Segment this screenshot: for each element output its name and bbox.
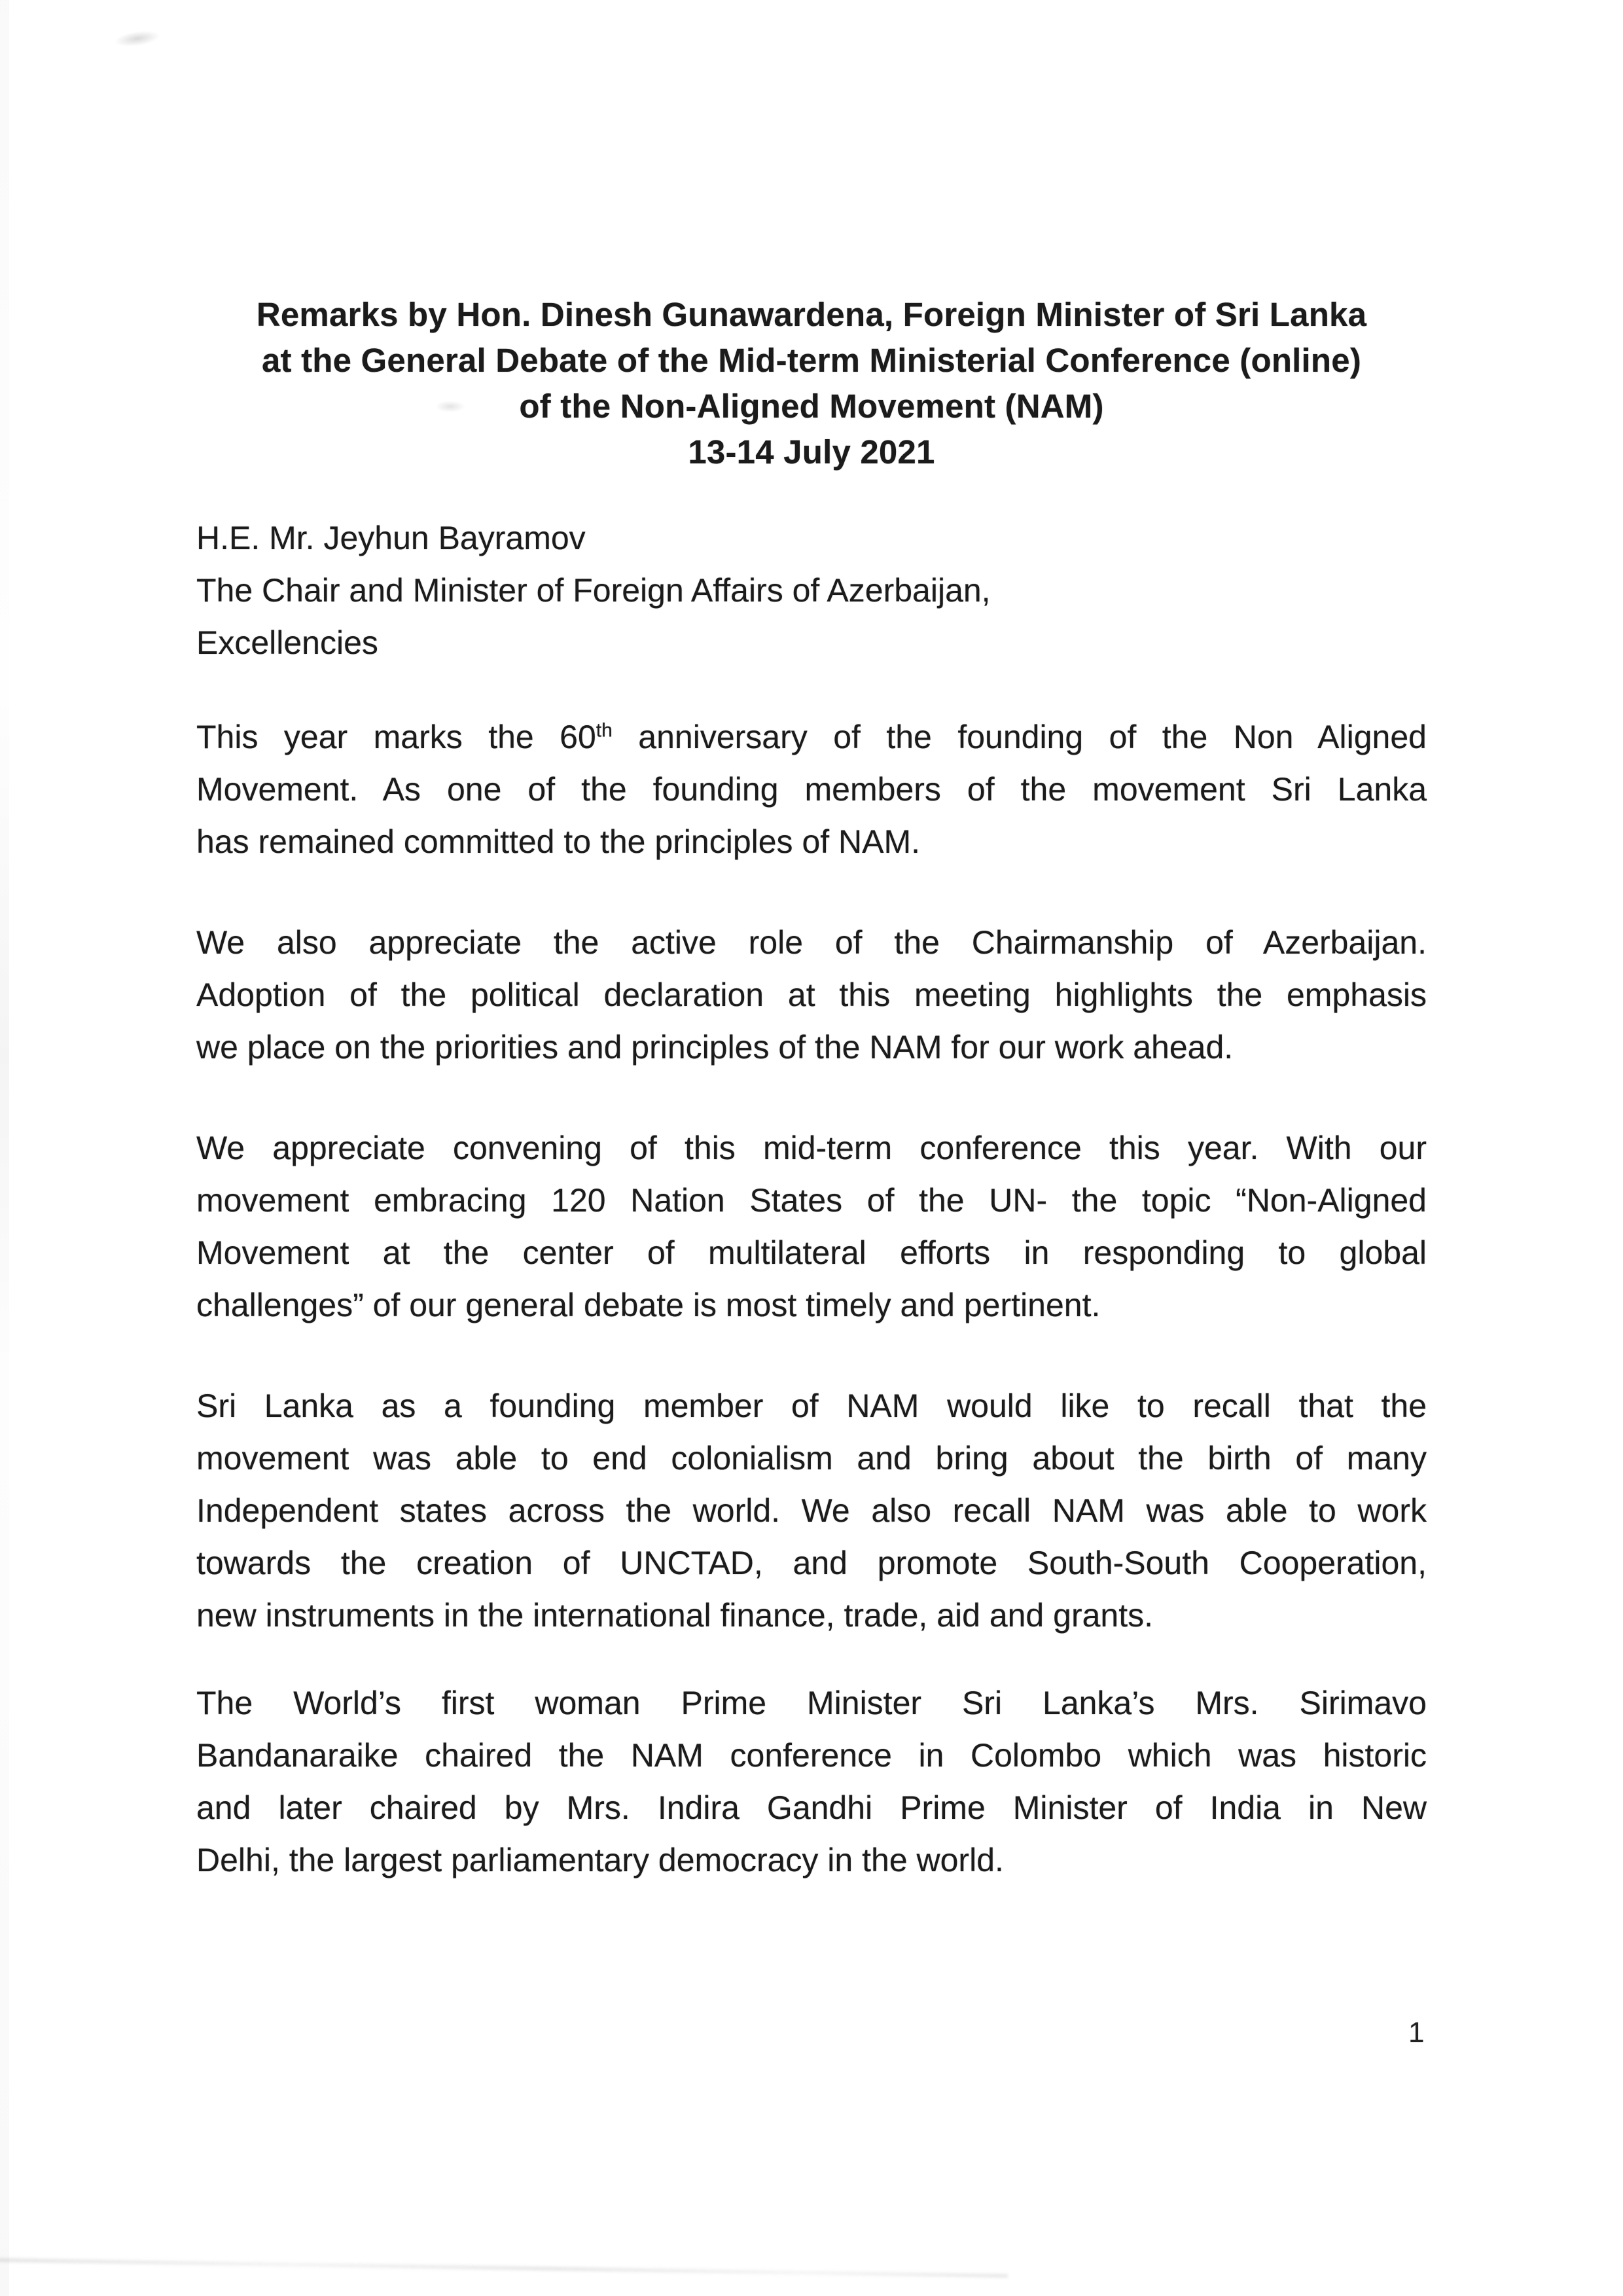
body-line: Adoption of the political declaration at this meeting highlights the emphasis	[196, 977, 1427, 1013]
paragraph	[196, 1380, 1427, 1641]
body-text: anniversary of the founding of the Non Aligned	[612, 719, 1427, 755]
body-line: Movement. As one of the founding members of the movement Sri Lanka	[196, 771, 1427, 808]
document-title	[196, 292, 1427, 475]
ordinal-superscript: th	[596, 719, 613, 742]
body-line: Sri Lanka as a founding member of NAM would like to recall that the	[196, 1388, 1427, 1424]
paragraph	[196, 1122, 1427, 1331]
salutation	[196, 512, 1427, 669]
body-line	[196, 711, 1427, 763]
scan-edge-shading	[0, 0, 9, 2296]
body-line: towards the creation of UNCTAD, and promote South-South Cooperation,	[196, 1545, 1427, 1581]
body-line: we place on the priorities and principles of the NAM for our work ahead.	[196, 1029, 1234, 1066]
title-line: at the General Debate of the Mid-term Ministerial Conference (online)	[261, 342, 1362, 379]
body-line: We also appreciate the active role of the Chairmanship of Azerbaijan.	[196, 924, 1427, 961]
salutation-line: Excellencies	[196, 624, 378, 661]
body-line: new instruments in the international finance, trade, aid and grants.	[196, 1597, 1153, 1634]
body-line: The World’s first woman Prime Minister Sri Lanka’s Mrs. Sirimavo	[196, 1685, 1427, 1721]
salutation-line: The Chair and Minister of Foreign Affairs of Azerbaijan,	[196, 572, 991, 609]
body-line: Bandanaraike chaired the NAM conference in Colombo which was historic	[196, 1737, 1427, 1774]
paragraph	[196, 711, 1427, 868]
salutation-line: H.E. Mr. Jeyhun Bayramov	[196, 520, 586, 556]
body-line: We appreciate convening of this mid-term conference this year. With our	[196, 1130, 1427, 1166]
page-number: 1	[1408, 2017, 1425, 2049]
body-line: has remained committed to the principles of NAM.	[196, 823, 921, 860]
body-line: and later chaired by Mrs. Indira Gandhi Prime Minister of India in New	[196, 1789, 1427, 1826]
scan-streak	[0, 2258, 1008, 2278]
body-text: This year marks the 60	[196, 719, 596, 755]
scan-smudge	[114, 28, 161, 49]
body-line: Delhi, the largest parliamentary democracy in the world.	[196, 1842, 1004, 1878]
paragraph	[196, 1677, 1427, 1886]
title-line: Remarks by Hon. Dinesh Gunawardena, Foreign Minister of Sri Lanka	[256, 296, 1367, 333]
body-line: Independent states across the world. We also recall NAM was able to work	[196, 1492, 1427, 1529]
body-line: Movement at the center of multilateral efforts in responding to global	[196, 1234, 1427, 1271]
body-line: challenges” of our general debate is most timely and pertinent.	[196, 1287, 1101, 1323]
title-line: of the Non-Aligned Movement (NAM)	[519, 387, 1104, 425]
body-line: movement embracing 120 Nation States of the UN- the topic “Non-Aligned	[196, 1182, 1427, 1219]
body-line: movement was able to end colonialism and bring about the birth of many	[196, 1440, 1427, 1477]
title-line: 13-14 July 2021	[688, 433, 935, 471]
paragraph	[196, 916, 1427, 1073]
